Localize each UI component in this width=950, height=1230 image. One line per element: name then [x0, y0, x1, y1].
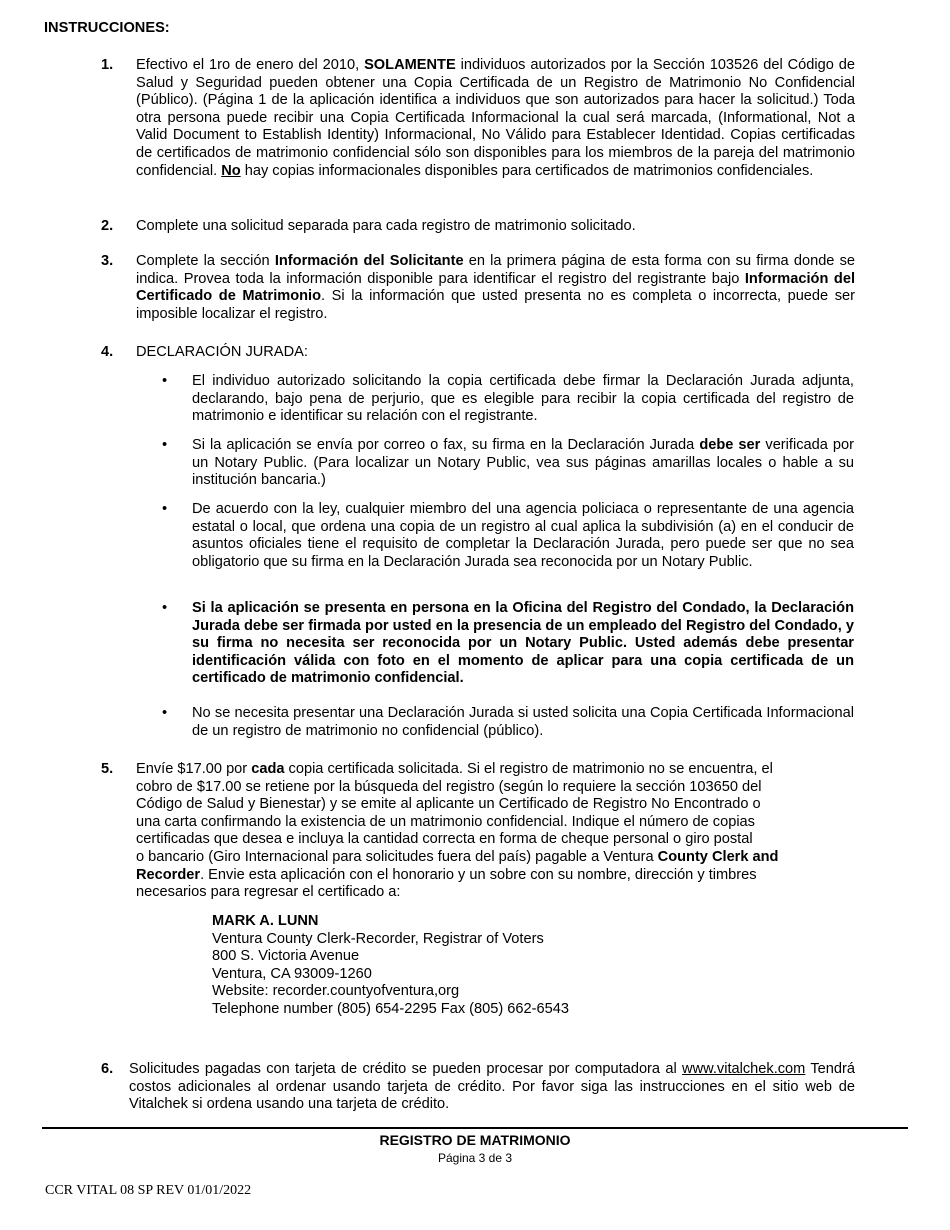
text-run: Código de Salud y Bienestar) y se emite al aplicante un Certificado de Registro No Encontrado o: [136, 796, 761, 813]
text-run: Complete una solicitud separada para cada registro de matrimonio solicitado.: [136, 218, 636, 234]
bold-run: County Clerk and: [657, 848, 779, 865]
text-run: Complete la sección: [136, 253, 275, 269]
text-run: necesarios para regresar el certificado a:: [136, 884, 401, 901]
bold-run: cada: [251, 761, 285, 777]
bullet-text: [192, 705, 854, 740]
bullet-text: [192, 501, 854, 571]
bullet-symbol: •: [162, 437, 168, 453]
text-run: Envíe $17.00 por: [136, 761, 252, 777]
text-run: Si la aplicación se envía por correo o fax, su firma en la Declaración Jurada: [192, 437, 700, 453]
text-line: [136, 831, 881, 849]
address-title: Ventura County Clerk-Recorder, Registrar of Voters: [212, 930, 544, 947]
item-text: [136, 253, 855, 323]
text-run: individuos autorizados por la Sección 103526 del Código de Salud y Seguridad pueden obtener una Copia Certificada de un Registro de Matrimonio No Confidencial (Público). (Página 1 de la aplicación identifica a individuos que son autorizados para hacer la solicitud.) Toda otra persona puede recibir una Copia Certificada Informacional la cual será marcada, (Informational, Not a Valid Document to Establish Identity) Informacional, No Válido para Establecer Identidad. Copias certificadas de certificados de matrimonio confidencial sólo son disponibles para los miembros de la pareja del matrimonio confidencial.: [136, 57, 855, 179]
item-number: 3.: [101, 253, 114, 269]
underlined-run: No: [221, 162, 241, 179]
bold-run: SOLAMENTE: [364, 57, 456, 73]
address-street: 800 S. Victoria Avenue: [212, 948, 360, 965]
item-number: 6.: [101, 1061, 114, 1077]
text-run: Tendrá costos adicionales al ordenar usando tarjeta de crédito. Por favor siga las instrucciones en el sitio web de Vitalchek si ordena usando una tarjeta de crédito.: [129, 1061, 856, 1113]
footer-title: REGISTRO DE MATRIMONIO: [379, 1132, 571, 1148]
text-run: o bancario (Giro Internacional para solicitudes fuera del país) pagable a Ventura: [136, 848, 658, 865]
instructions-heading: INSTRUCCIONES:: [44, 20, 170, 36]
bold-run: debe ser: [699, 437, 761, 453]
footer-divider: [42, 1127, 908, 1129]
address-name: MARK A. LUNN: [212, 913, 319, 929]
text-line: [136, 867, 881, 885]
bold-run: Si la aplicación se presenta en persona en la Oficina del Registro del Condado, la Declaración Jurada debe ser firmada por usted en la presencia de un empleado del Registro del Condado, y su firma no necesita ser reconocida por un Notary Public. Usted además debe presentar identificación válida con foto en el momento de aplicar para una copia certificada de un certificado de matrimonio confidencial.: [192, 600, 854, 687]
item-text: [136, 761, 881, 902]
item-number: 1.: [101, 57, 114, 73]
text-line: [136, 761, 881, 779]
text-run: hay copias informacionales disponibles para certificados de matrimonios confidenciales.: [240, 162, 814, 179]
text-line: [136, 814, 881, 832]
address-phone: Telephone number (805) 654-2295 Fax (805) 662-6543: [212, 1000, 569, 1017]
bullet-symbol: •: [162, 501, 168, 517]
text-run: No se necesita presentar una Declaración Jurada si usted solicita una Copia Certificada Informacional de un registro de matrimonio no confidencial (público).: [192, 705, 854, 739]
text-run: en la primera página de esta forma con su firma donde se indica. Provea toda la información disponible para identificar el registro del registrante bajo: [136, 253, 856, 287]
item-text: [129, 1061, 855, 1114]
mailing-address: [212, 913, 569, 1019]
bullet-text: [192, 373, 854, 426]
item-text: [136, 218, 855, 236]
bold-run: Información del Certificado de Matrimonio: [136, 270, 855, 305]
form-code: CCR VITAL 08 SP REV 01/01/2022: [45, 1183, 252, 1198]
bullet-symbol: •: [162, 373, 168, 389]
text-run: DECLARACIÓN JURADA:: [136, 344, 308, 360]
text-line: [136, 884, 881, 902]
address-website: Website: recorder.countyofventura,org: [212, 983, 460, 1000]
text-run: cobro de $17.00 se retiene por la búsqueda del registro (según lo requiere la sección 103650 del: [136, 778, 762, 795]
text-line: [136, 849, 881, 867]
text-line: [136, 779, 881, 797]
text-run: . Envie esta aplicación con el honorario y un sobre con su nombre, dirección y timbres: [200, 866, 757, 883]
item-number: 5.: [101, 761, 114, 777]
text-run: Efectivo el 1ro de enero del 2010,: [136, 57, 365, 73]
text-run: De acuerdo con la ley, cualquier miembro del una agencia policiaca o representante de una agencia estatal o local, que ordena una copia de un registro al cual aplica la subdivisión (a) en el conducir de asuntos oficiales tiene el requisito de completar la Declaración Jurada, pero puede ser que no sea obligatorio que su firma en la Declaración Jurada sea reconocida por un Notary Public.: [192, 501, 854, 570]
bold-run: Información del Solicitante: [274, 253, 464, 269]
address-city: Ventura, CA 93009-1260: [212, 965, 372, 982]
bullet-symbol: •: [162, 600, 168, 616]
text-run: verificada por un Notary Public. (Para localizar un Notary Public, vea sus páginas amarillas locales o hable a su institución bancaria.): [192, 437, 854, 489]
item-text: [136, 57, 855, 180]
item-text: [136, 344, 855, 362]
item-number: 2.: [101, 218, 114, 234]
bold-run: Recorder: [136, 866, 201, 883]
text-line: [136, 796, 881, 814]
item-number: 4.: [101, 344, 114, 360]
bullet-text: [192, 437, 854, 490]
vitalchek-link[interactable]: www.vitalchek.com: [682, 1061, 806, 1077]
bullet-text: [192, 600, 854, 688]
text-run: El individuo autorizado solicitando la copia certificada debe firmar la Declaración Jurada adjunta, declarando, bajo pena de perjurio, que es elegible para recibir la copia certificada del registro de matrimonio e identificar su relación con el registrante.: [192, 373, 854, 425]
text-run: . Si la información que usted presenta no es completa o incorrecta, puede ser imposible localizar el registro.: [136, 288, 855, 322]
text-run: Solicitudes pagadas con tarjeta de crédito se pueden procesar por computadora al: [129, 1061, 683, 1077]
text-run: certificadas que desea e incluya la cantidad correcta en forma de cheque personal o giro postal: [136, 831, 753, 848]
page-number: Página 3 de 3: [437, 1151, 513, 1165]
text-run: una carta confirmando la existencia de un matrimonio confidencial. Indique el número de copias: [136, 813, 755, 830]
text-run: copia certificada solicitada. Si el registro de matrimonio no se encuentra, el: [284, 761, 773, 777]
bullet-symbol: •: [162, 705, 168, 721]
